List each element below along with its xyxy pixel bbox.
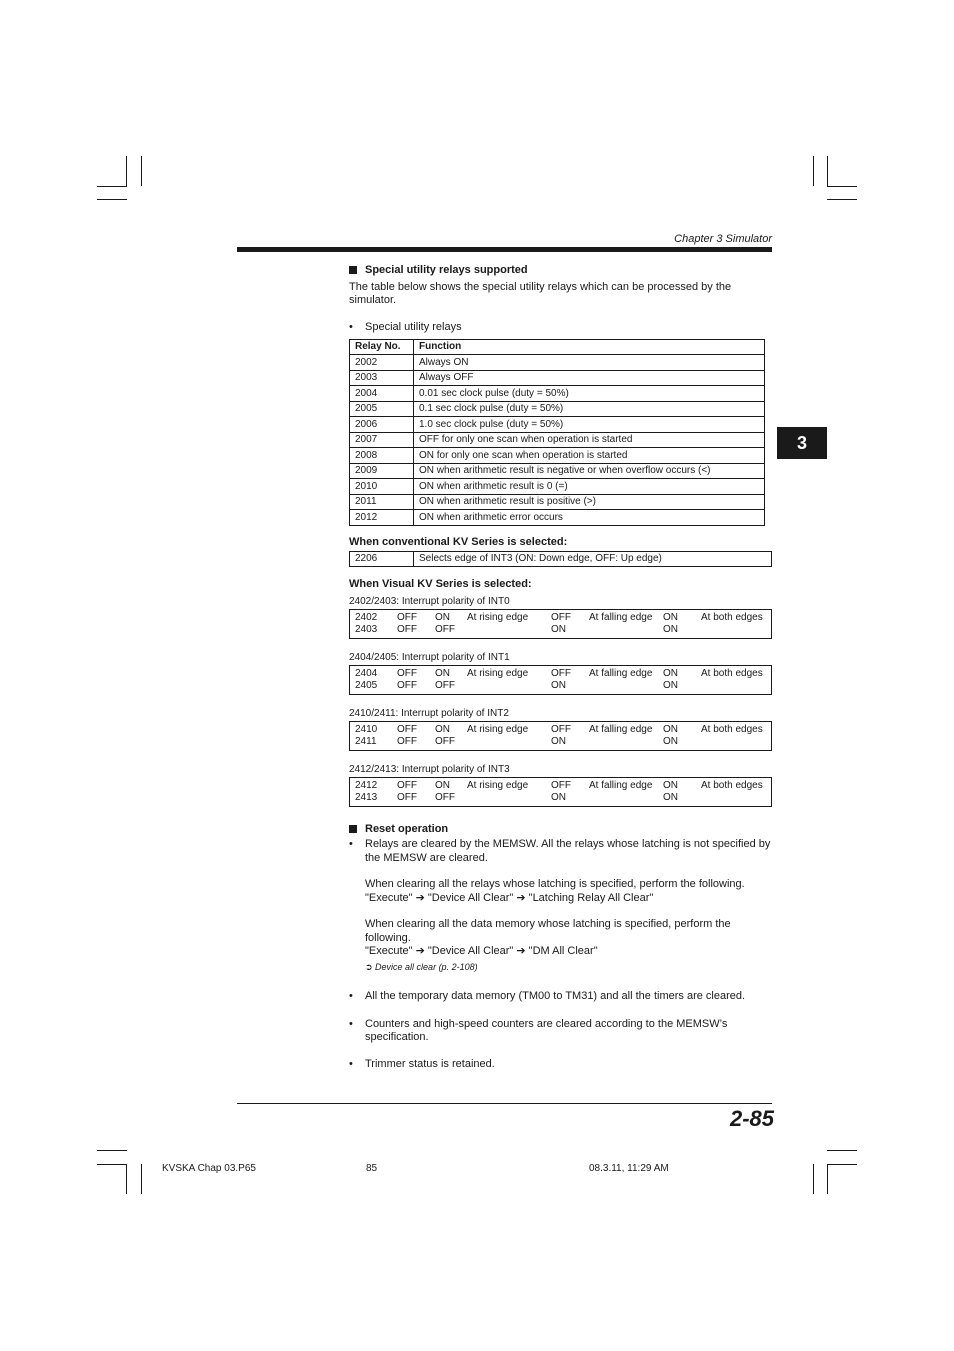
intro-text: The table below shows the special utility relays which can be processed by the simulator. bbox=[349, 281, 732, 306]
polarity-cell: OFF bbox=[435, 736, 455, 747]
polarity-cell: OFF bbox=[551, 724, 571, 735]
polarity-cell: OFF bbox=[397, 792, 417, 803]
crop-mark bbox=[827, 199, 857, 200]
relay-number-cell: 2008 bbox=[350, 448, 414, 464]
table-row bbox=[350, 463, 765, 479]
polarity-cell: ON bbox=[663, 612, 678, 623]
function-cell: ON when arithmetic result is negative or when overflow occurs (<) bbox=[414, 463, 765, 479]
polarity-cell: ON bbox=[435, 668, 450, 679]
relay-number-cell: 2004 bbox=[350, 386, 414, 402]
table-row bbox=[350, 494, 765, 510]
crop-mark bbox=[126, 156, 127, 186]
reset-paragraph: When clearing all the data memory whose latching is specified, perform the following. bbox=[365, 918, 731, 944]
crop-mark bbox=[141, 1164, 142, 1194]
polarity-cell: 2403 bbox=[355, 624, 378, 635]
crop-mark bbox=[97, 186, 127, 187]
polarity-cell: At both edges bbox=[701, 612, 763, 623]
table-row bbox=[350, 386, 765, 402]
polarity-cell: ON bbox=[551, 680, 566, 691]
polarity-cell: OFF bbox=[435, 624, 455, 635]
polarity-cell bbox=[467, 792, 551, 804]
crop-mark bbox=[827, 1164, 828, 1194]
relay-number-cell: 2005 bbox=[350, 401, 414, 417]
polarity-cell: OFF bbox=[397, 612, 417, 623]
table-row bbox=[350, 401, 765, 417]
polarity-cell: ON bbox=[551, 792, 566, 803]
footer-num: 85 bbox=[366, 1163, 378, 1174]
polarity-cell bbox=[701, 792, 766, 804]
page-number: 2-85 bbox=[729, 1106, 774, 1131]
polarity-cell bbox=[589, 624, 663, 636]
function-cell: 1.0 sec clock pulse (duty = 50%) bbox=[414, 417, 765, 433]
polarity-cell: At falling edge bbox=[589, 724, 653, 735]
polarity-cell: ON bbox=[663, 668, 678, 679]
polarity-cell bbox=[589, 736, 663, 748]
polarity-cell: OFF bbox=[397, 680, 417, 691]
table-row bbox=[350, 448, 765, 464]
polarity-cell: OFF bbox=[397, 780, 417, 791]
polarity-cell: ON bbox=[435, 780, 450, 791]
menu-path: "Execute" ➔ "Device All Clear" ➔ "DM All Clear" bbox=[365, 945, 598, 957]
polarity-table bbox=[349, 665, 772, 695]
polarity-cell: 2402 bbox=[355, 612, 378, 623]
polarity-cell: ON bbox=[435, 612, 450, 623]
crop-mark bbox=[126, 1164, 127, 1194]
polarity-cell: 2412 bbox=[355, 780, 378, 791]
polarity-cell: ON bbox=[663, 724, 678, 735]
polarity-cell: At both edges bbox=[701, 668, 763, 679]
crop-mark bbox=[827, 1164, 857, 1165]
polarity-cell: OFF bbox=[397, 624, 417, 635]
conventional-table bbox=[349, 551, 772, 568]
function-cell: Always OFF bbox=[414, 370, 765, 386]
polarity-cell: At falling edge bbox=[589, 668, 653, 679]
table-row bbox=[350, 479, 765, 495]
polarity-cell: At falling edge bbox=[589, 612, 653, 623]
visual-heading: When Visual KV Series is selected: bbox=[349, 578, 532, 590]
function-cell: ON when arithmetic error occurs bbox=[414, 510, 765, 526]
relay-number-cell: 2007 bbox=[350, 432, 414, 448]
polarity-cell bbox=[701, 624, 766, 636]
polarity-cell bbox=[589, 792, 663, 804]
crop-mark bbox=[813, 1164, 814, 1194]
header-rule bbox=[237, 247, 772, 252]
polarity-cell: ON bbox=[663, 780, 678, 791]
function-cell: 0.01 sec clock pulse (duty = 50%) bbox=[414, 386, 765, 402]
polarity-cell bbox=[701, 736, 766, 748]
column-header: Function bbox=[414, 339, 765, 355]
polarity-cell: At rising edge bbox=[467, 724, 529, 735]
relay-number-cell: 2010 bbox=[350, 479, 414, 495]
footer-date: 08.3.11, 11:29 AM bbox=[589, 1163, 669, 1174]
function-cell: Always ON bbox=[414, 355, 765, 371]
function-cell: ON for only one scan when operation is started bbox=[414, 448, 765, 464]
polarity-cell: 2413 bbox=[355, 792, 378, 803]
polarity-cell: OFF bbox=[551, 668, 571, 679]
polarity-cell: OFF bbox=[435, 680, 455, 691]
crop-mark bbox=[827, 186, 857, 187]
crop-mark bbox=[141, 156, 142, 186]
table-row bbox=[350, 432, 765, 448]
polarity-cell bbox=[467, 680, 551, 692]
polarity-cell bbox=[467, 624, 551, 636]
page-content bbox=[349, 264, 772, 1071]
polarity-cell bbox=[467, 736, 551, 748]
relay-number-cell: 2006 bbox=[350, 417, 414, 433]
crop-mark bbox=[97, 1164, 127, 1165]
section-heading: Special utility relays supported bbox=[349, 264, 772, 276]
polarity-cell: OFF bbox=[397, 736, 417, 747]
polarity-cell: OFF bbox=[397, 668, 417, 679]
crop-mark bbox=[827, 1150, 857, 1151]
table-row bbox=[350, 417, 765, 433]
square-bullet-icon bbox=[349, 825, 357, 833]
group-caption: 2410/2411: Interrupt polarity of INT2 bbox=[349, 708, 509, 719]
menu-path: "Execute" ➔ "Device All Clear" ➔ "Latching Relay All Clear" bbox=[365, 891, 654, 904]
column-header: Relay No. bbox=[350, 339, 414, 355]
polarity-cell: OFF bbox=[397, 724, 417, 735]
function-cell: OFF for only one scan when operation is started bbox=[414, 432, 765, 448]
polarity-table bbox=[349, 721, 772, 751]
relay-number-cell: 2011 bbox=[350, 494, 414, 510]
relay-number-cell: 2003 bbox=[350, 370, 414, 386]
table-header-row bbox=[350, 339, 765, 355]
polarity-cell: ON bbox=[663, 680, 678, 691]
polarity-cell: ON bbox=[551, 736, 566, 747]
relay-table bbox=[349, 339, 765, 526]
polarity-cell bbox=[589, 680, 663, 692]
polarity-cell: At both edges bbox=[701, 724, 763, 735]
table-row bbox=[350, 370, 765, 386]
relay-number-cell: 2012 bbox=[350, 510, 414, 526]
relay-number-cell: 2002 bbox=[350, 355, 414, 371]
crop-mark bbox=[827, 156, 828, 186]
crop-mark bbox=[813, 156, 814, 186]
polarity-cell: ON bbox=[663, 736, 678, 747]
group-caption: 2412/2413: Interrupt polarity of INT3 bbox=[349, 764, 510, 775]
polarity-cell: At rising edge bbox=[467, 612, 529, 623]
footer-rule bbox=[237, 1103, 772, 1104]
polarity-cell: 2405 bbox=[355, 680, 378, 691]
bullet-item: • Relays are cleared by the MEMSW. All the relays whose latching is not specified by the MEMSW are cleared. bbox=[349, 838, 771, 864]
polarity-cell: At rising edge bbox=[467, 668, 529, 679]
polarity-cell: OFF bbox=[551, 780, 571, 791]
polarity-cell: ON bbox=[551, 624, 566, 635]
polarity-cell bbox=[701, 680, 766, 692]
crop-mark bbox=[97, 199, 127, 200]
polarity-cell: At falling edge bbox=[589, 780, 653, 791]
function-cell: ON when arithmetic result is positive (>) bbox=[414, 494, 765, 510]
reset-heading: Reset operation bbox=[349, 823, 772, 835]
bullet-item: • Special utility relays bbox=[349, 321, 462, 333]
square-bullet-icon bbox=[349, 266, 357, 274]
bullet-item: • Counters and high-speed counters are cleared according to the MEMSW’s specification. bbox=[349, 1017, 728, 1043]
conventional-heading: When conventional KV Series is selected: bbox=[349, 535, 568, 548]
polarity-cell: 2410 bbox=[355, 724, 378, 735]
polarity-cell: OFF bbox=[551, 612, 571, 623]
table-row: 2206 Selects edge of INT3 (ON: Down edge, OFF: Up edge) bbox=[350, 551, 772, 567]
visual-groups bbox=[349, 596, 772, 807]
bullet-item: • Trimmer status is retained. bbox=[349, 1057, 495, 1070]
group-caption: 2404/2405: Interrupt polarity of INT1 bbox=[349, 652, 510, 663]
footer-file: KVSKA Chap 03.P65 bbox=[162, 1163, 256, 1174]
polarity-cell: ON bbox=[663, 792, 678, 803]
reset-paragraph: When clearing all the relays whose latching is specified, perform the following. bbox=[365, 878, 745, 890]
chapter-tab: 3 bbox=[777, 427, 827, 459]
polarity-table bbox=[349, 609, 772, 639]
crop-mark bbox=[97, 1150, 127, 1151]
chapter-header: Chapter 3 Simulator bbox=[674, 233, 772, 245]
relay-number-cell: 2009 bbox=[350, 463, 414, 479]
function-cell: ON when arithmetic result is 0 (=) bbox=[414, 479, 765, 495]
bullet-item: • All the temporary data memory (TM00 to TM31) and all the timers are cleared. bbox=[349, 990, 746, 1002]
polarity-cell: ON bbox=[663, 624, 678, 635]
polarity-cell: 2404 bbox=[355, 668, 378, 679]
page-reference-link[interactable]: ➲ Device all clear (p. 2-108) bbox=[365, 961, 478, 972]
table-row bbox=[350, 355, 765, 371]
table-row bbox=[350, 510, 765, 526]
polarity-cell: At both edges bbox=[701, 780, 763, 791]
polarity-cell: At rising edge bbox=[467, 780, 529, 791]
group-caption: 2402/2403: Interrupt polarity of INT0 bbox=[349, 596, 510, 607]
polarity-cell: 2411 bbox=[355, 736, 377, 747]
polarity-table bbox=[349, 777, 772, 807]
function-cell: 0.1 sec clock pulse (duty = 50%) bbox=[414, 401, 765, 417]
polarity-cell: OFF bbox=[435, 792, 455, 803]
polarity-cell: ON bbox=[435, 724, 450, 735]
